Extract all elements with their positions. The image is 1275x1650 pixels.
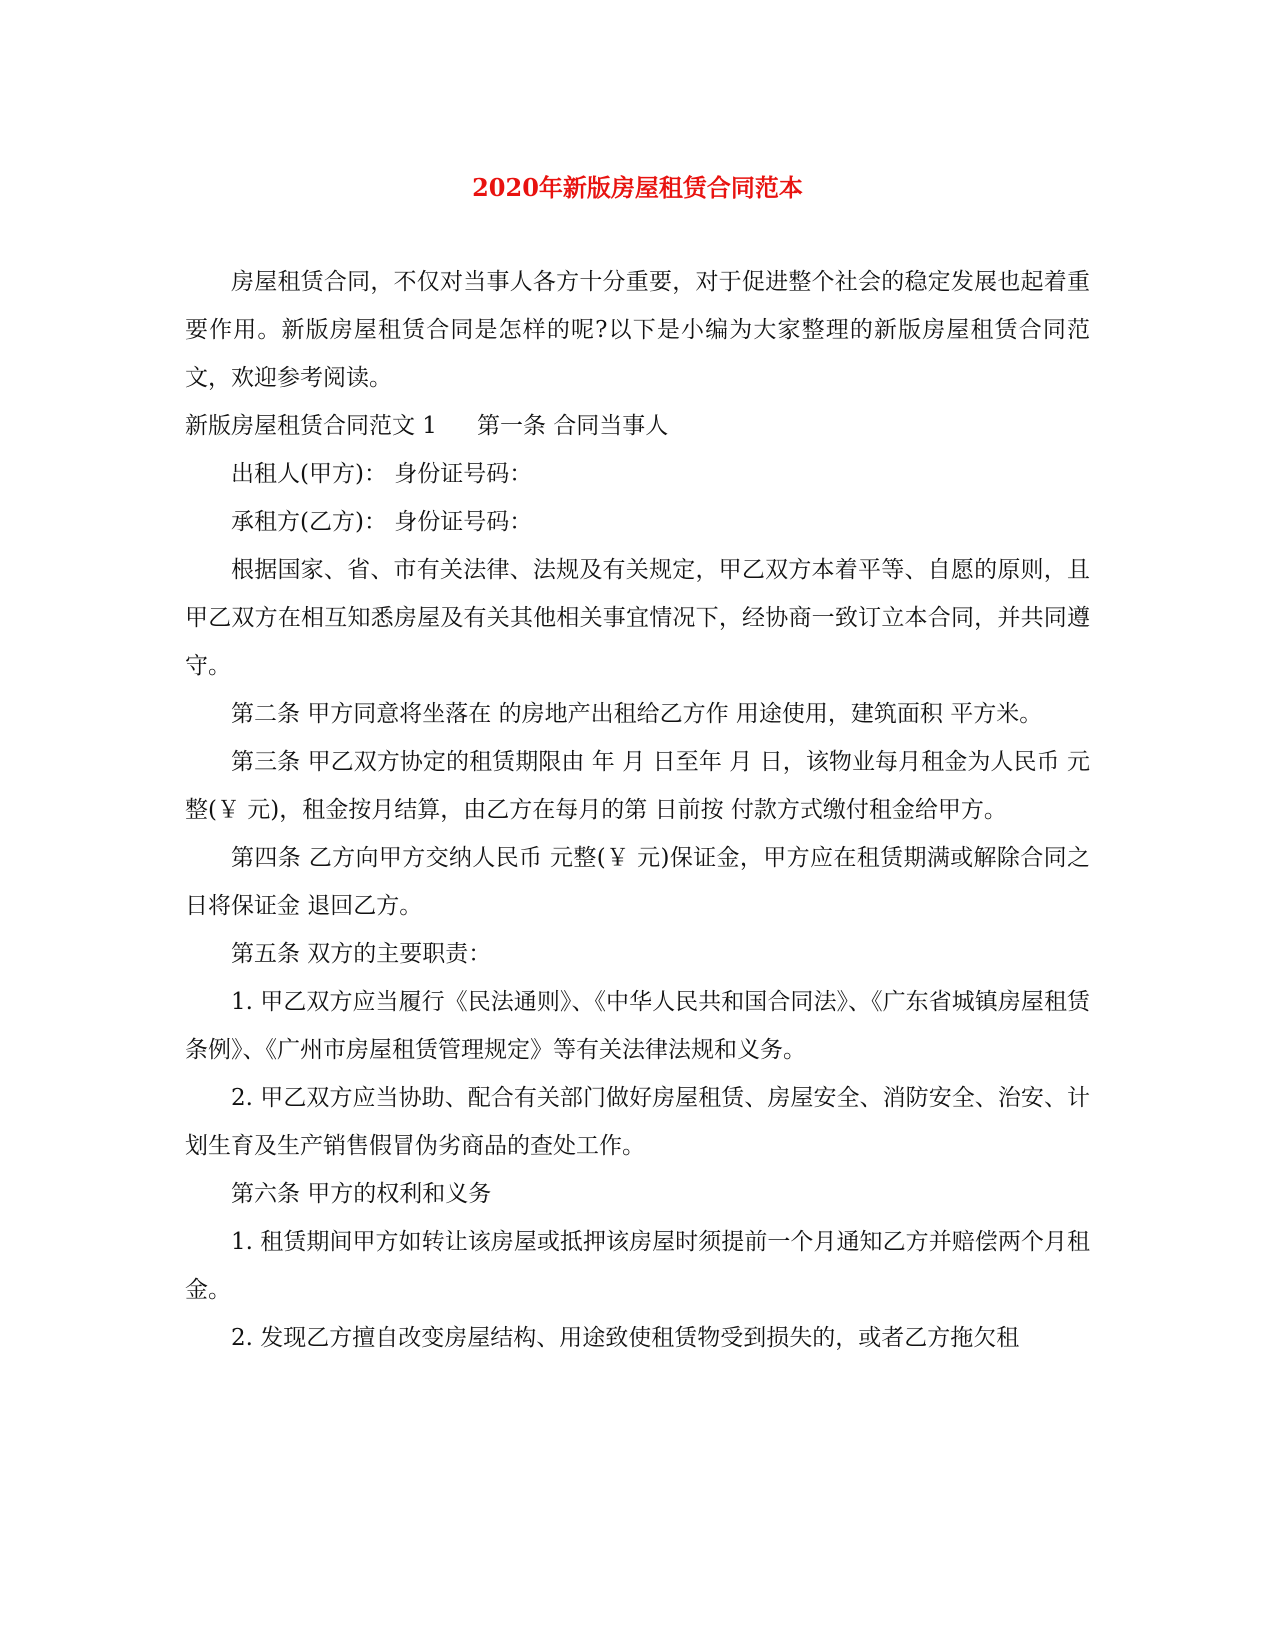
article5-item1: 1. 甲乙双方应当履行《民法通则》、《中华人民共和国合同法》、《广东省城镇房屋租赁条例》、《广州市房屋租赁管理规定》等有关法律法规和义务。: [185, 989, 1090, 1063]
section-heading-line: [185, 402, 1090, 450]
section-heading: 新版房屋租赁合同范文 1: [185, 413, 437, 439]
document-title: 2020年新版房屋租赁合同范本: [472, 173, 803, 202]
document-body: [185, 258, 1090, 1362]
article1-heading: 第一条 合同当事人: [476, 413, 669, 439]
article6-item2: 2. 发现乙方擅自改变房屋结构、用途致使租赁物受到损失的，或者乙方拖欠租: [231, 1325, 1020, 1351]
lessee-line: 承租方(乙方)： 身份证号码：: [231, 509, 533, 535]
article3-paragraph: 第三条 甲乙双方协定的租赁期限由 年 月 日至年 月 日，该物业每月租金为人民币 元整(￥ 元)，租金按月结算，由乙方在每月的第 日前按 付款方式缴付租金给甲方。: [185, 749, 1090, 823]
article6-heading: 第六条 甲方的权利和义务: [231, 1181, 492, 1207]
lessor-line: 出租人(甲方)： 身份证号码：: [231, 461, 533, 487]
article5-heading: 第五条 双方的主要职责：: [231, 941, 492, 967]
basis-paragraph: 根据国家、省、市有关法律、法规及有关规定，甲乙双方本着平等、自愿的原则，且甲乙双方在相互知悉房屋及有关其他相关事宜情况下，经协商一致订立本合同，并共同遵守。: [185, 557, 1090, 679]
article5-item2: 2. 甲乙双方应当协助、配合有关部门做好房屋租赁、房屋安全、消防安全、治安、计划生育及生产销售假冒伪劣商品的查处工作。: [185, 1085, 1090, 1159]
article4-paragraph: 第四条 乙方向甲方交纳人民币 元整(￥ 元)保证金，甲方应在租赁期满或解除合同之日将保证金 退回乙方。: [185, 845, 1090, 919]
intro-paragraph: 房屋租赁合同，不仅对当事人各方十分重要，对于促进整个社会的稳定发展也起着重要作用。新版房屋租赁合同是怎样的呢?以下是小编为大家整理的新版房屋租赁合同范文，欢迎参考阅读。: [185, 269, 1090, 391]
article6-item1: 1. 租赁期间甲方如转让该房屋或抵押该房屋时须提前一个月通知乙方并赔偿两个月租金。: [185, 1229, 1090, 1303]
article2-paragraph: 第二条 甲方同意将坐落在 的房地产出租给乙方作 用途使用，建筑面积 平方米。: [231, 701, 1043, 727]
